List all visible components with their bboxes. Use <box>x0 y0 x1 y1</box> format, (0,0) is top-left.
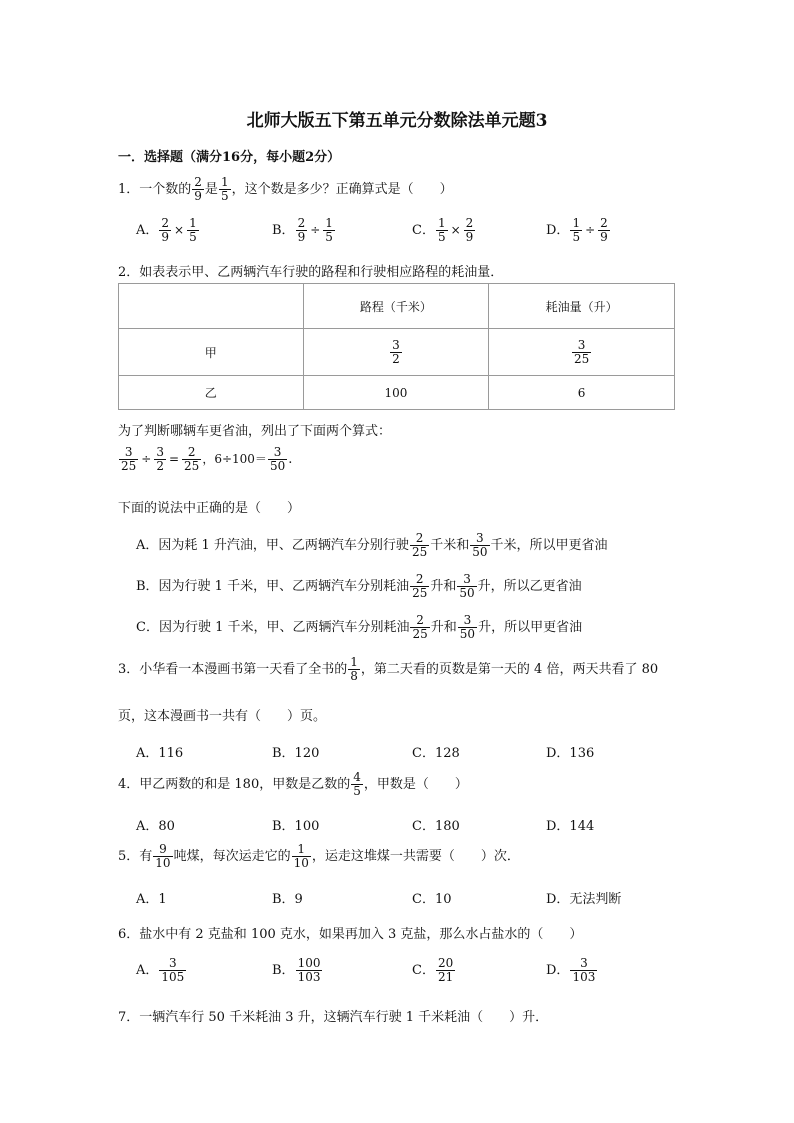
question-1-option-a[interactable]: A． $\frac{2}{9}$ × $\frac{1}{5}$ <box>136 216 197 244</box>
table-header-blank <box>119 284 304 329</box>
question-1-stem <box>118 176 453 202</box>
question-1-option-d[interactable]: D． $\frac{1}{5}$ ÷ $\frac{2}{9}$ <box>546 216 608 244</box>
question-4-option-b[interactable]: B．100 <box>272 819 320 834</box>
question-5-option-c[interactable]: C．10 <box>412 892 452 907</box>
question-2-ask: 下面的说法中正确的是（ ） <box>118 501 301 516</box>
question-4-option-d[interactable]: D．144 <box>546 819 595 834</box>
fraction: $\frac{2}{9}$ <box>194 175 202 203</box>
question-1-option-b[interactable]: B． $\frac{2}{9}$ ÷ $\frac{1}{5}$ <box>272 216 333 244</box>
question-5-option-b[interactable]: B．9 <box>272 892 303 907</box>
text-segment: 是 <box>204 181 218 197</box>
question-5-option-d[interactable]: D．无法判断 <box>546 892 622 907</box>
text-segment: 1．一个数的 <box>118 181 192 197</box>
question-2-stem: 2．如表表示甲、乙两辆汽车行驶的路程和行驶相应路程的耗油量． <box>118 265 504 280</box>
fraction: $\frac{1}{5}$ <box>220 175 229 203</box>
question-3-option-c[interactable]: C．128 <box>412 746 460 761</box>
section-heading: 一．选择题（满分16分，每小题2分） <box>118 150 341 165</box>
data-table <box>118 283 675 410</box>
question-6-option-c[interactable]: C． $\frac{20}{21}$ <box>412 956 454 984</box>
table-header-distance: 路程（千米） <box>303 284 489 329</box>
question-2-option-b[interactable]: B．因为行驶 1 千米，甲、乙两辆汽车分别耗油 $\frac{2}{25}$ 升和 $\frac{3}{50}$ 升，所以乙更省油 <box>136 572 582 600</box>
table-row <box>119 329 675 376</box>
page-title: 北师大版五下第五单元分数除法单元题3 <box>246 111 548 131</box>
question-1-option-c[interactable]: C． $\frac{1}{5}$ × $\frac{2}{9}$ <box>412 216 474 244</box>
table-cell-distance: 100 <box>303 376 489 410</box>
question-6-option-b[interactable]: B． $\frac{100}{103}$ <box>272 956 321 984</box>
table-cell-name: 甲 <box>119 329 304 376</box>
table-cell-distance: $\frac{3}{2}$ <box>303 329 489 376</box>
question-6-stem: 6．盐水中有 2 克盐和 100 克水，如果再加入 3 克盐，那么水占盐水的（ ） <box>118 927 583 942</box>
question-3-option-d[interactable]: D．136 <box>546 746 595 761</box>
question-5-option-a[interactable]: A．1 <box>136 892 167 907</box>
question-2-option-a[interactable]: A．因为耗 1 升汽油，甲、乙两辆汽车分别行驶 $\frac{2}{25}$ 千米和 $\frac{3}{50}$ 千米，所以甲更省油 <box>136 531 608 559</box>
table-row <box>119 376 675 410</box>
table-header-fuel: 耗油量（升） <box>489 284 675 329</box>
question-2-option-c[interactable]: C．因为行驶 1 千米，甲、乙两辆汽车分别耗油 $\frac{2}{25}$ 升和 $\frac{3}{50}$ 升，所以甲更省油 <box>136 613 583 641</box>
question-3-stem-line2: 页，这本漫画书一共有（ ）页。 <box>118 709 327 724</box>
question-4-stem: 4．甲乙两数的和是 180，甲数是乙数的 $\frac{4}{5}$ ，甲数是（ ） <box>118 770 468 798</box>
question-5-stem: 5．有 $\frac{9}{10}$ 吨煤，每次运走它的 $\frac{1}{10}$ ，运走这堆煤一共需要（ ）次． <box>118 842 520 870</box>
text-segment: ，这个数是多少？正确算式是（ ） <box>231 181 453 197</box>
question-6-option-d[interactable]: D． $\frac{3}{103}$ <box>546 956 596 984</box>
question-3-stem: 3．小华看一本漫画书第一天看了全书的 $\frac{1}{8}$ ，第二天看的页数是第一天的 4 倍，两天共看了 80 <box>118 655 659 683</box>
table-cell-fuel: $\frac{3}{25}$ <box>489 329 675 376</box>
table-cell-name: 乙 <box>119 376 304 410</box>
question-6-option-a[interactable]: A． $\frac{3}{105}$ <box>136 956 185 984</box>
table-cell-fuel: 6 <box>489 376 675 410</box>
question-4-option-c[interactable]: C．180 <box>412 819 460 834</box>
question-7-stem: 7．一辆汽车行 50 千米耗油 3 升，这辆汽车行驶 1 千米耗油（ ）升． <box>118 1010 549 1025</box>
question-4-option-a[interactable]: A．80 <box>136 819 175 834</box>
question-2-judge: 为了判断哪辆车更省油，列出了下面两个算式： <box>118 424 392 439</box>
question-3-option-b[interactable]: B．120 <box>272 746 320 761</box>
question-3-option-a[interactable]: A．116 <box>136 746 184 761</box>
question-2-equations: $\frac{3}{25}$ ÷ $\frac{3}{2}$ = $\frac{2}{25}$ ，6÷100＝ $\frac{3}{50}$ . <box>121 445 293 473</box>
